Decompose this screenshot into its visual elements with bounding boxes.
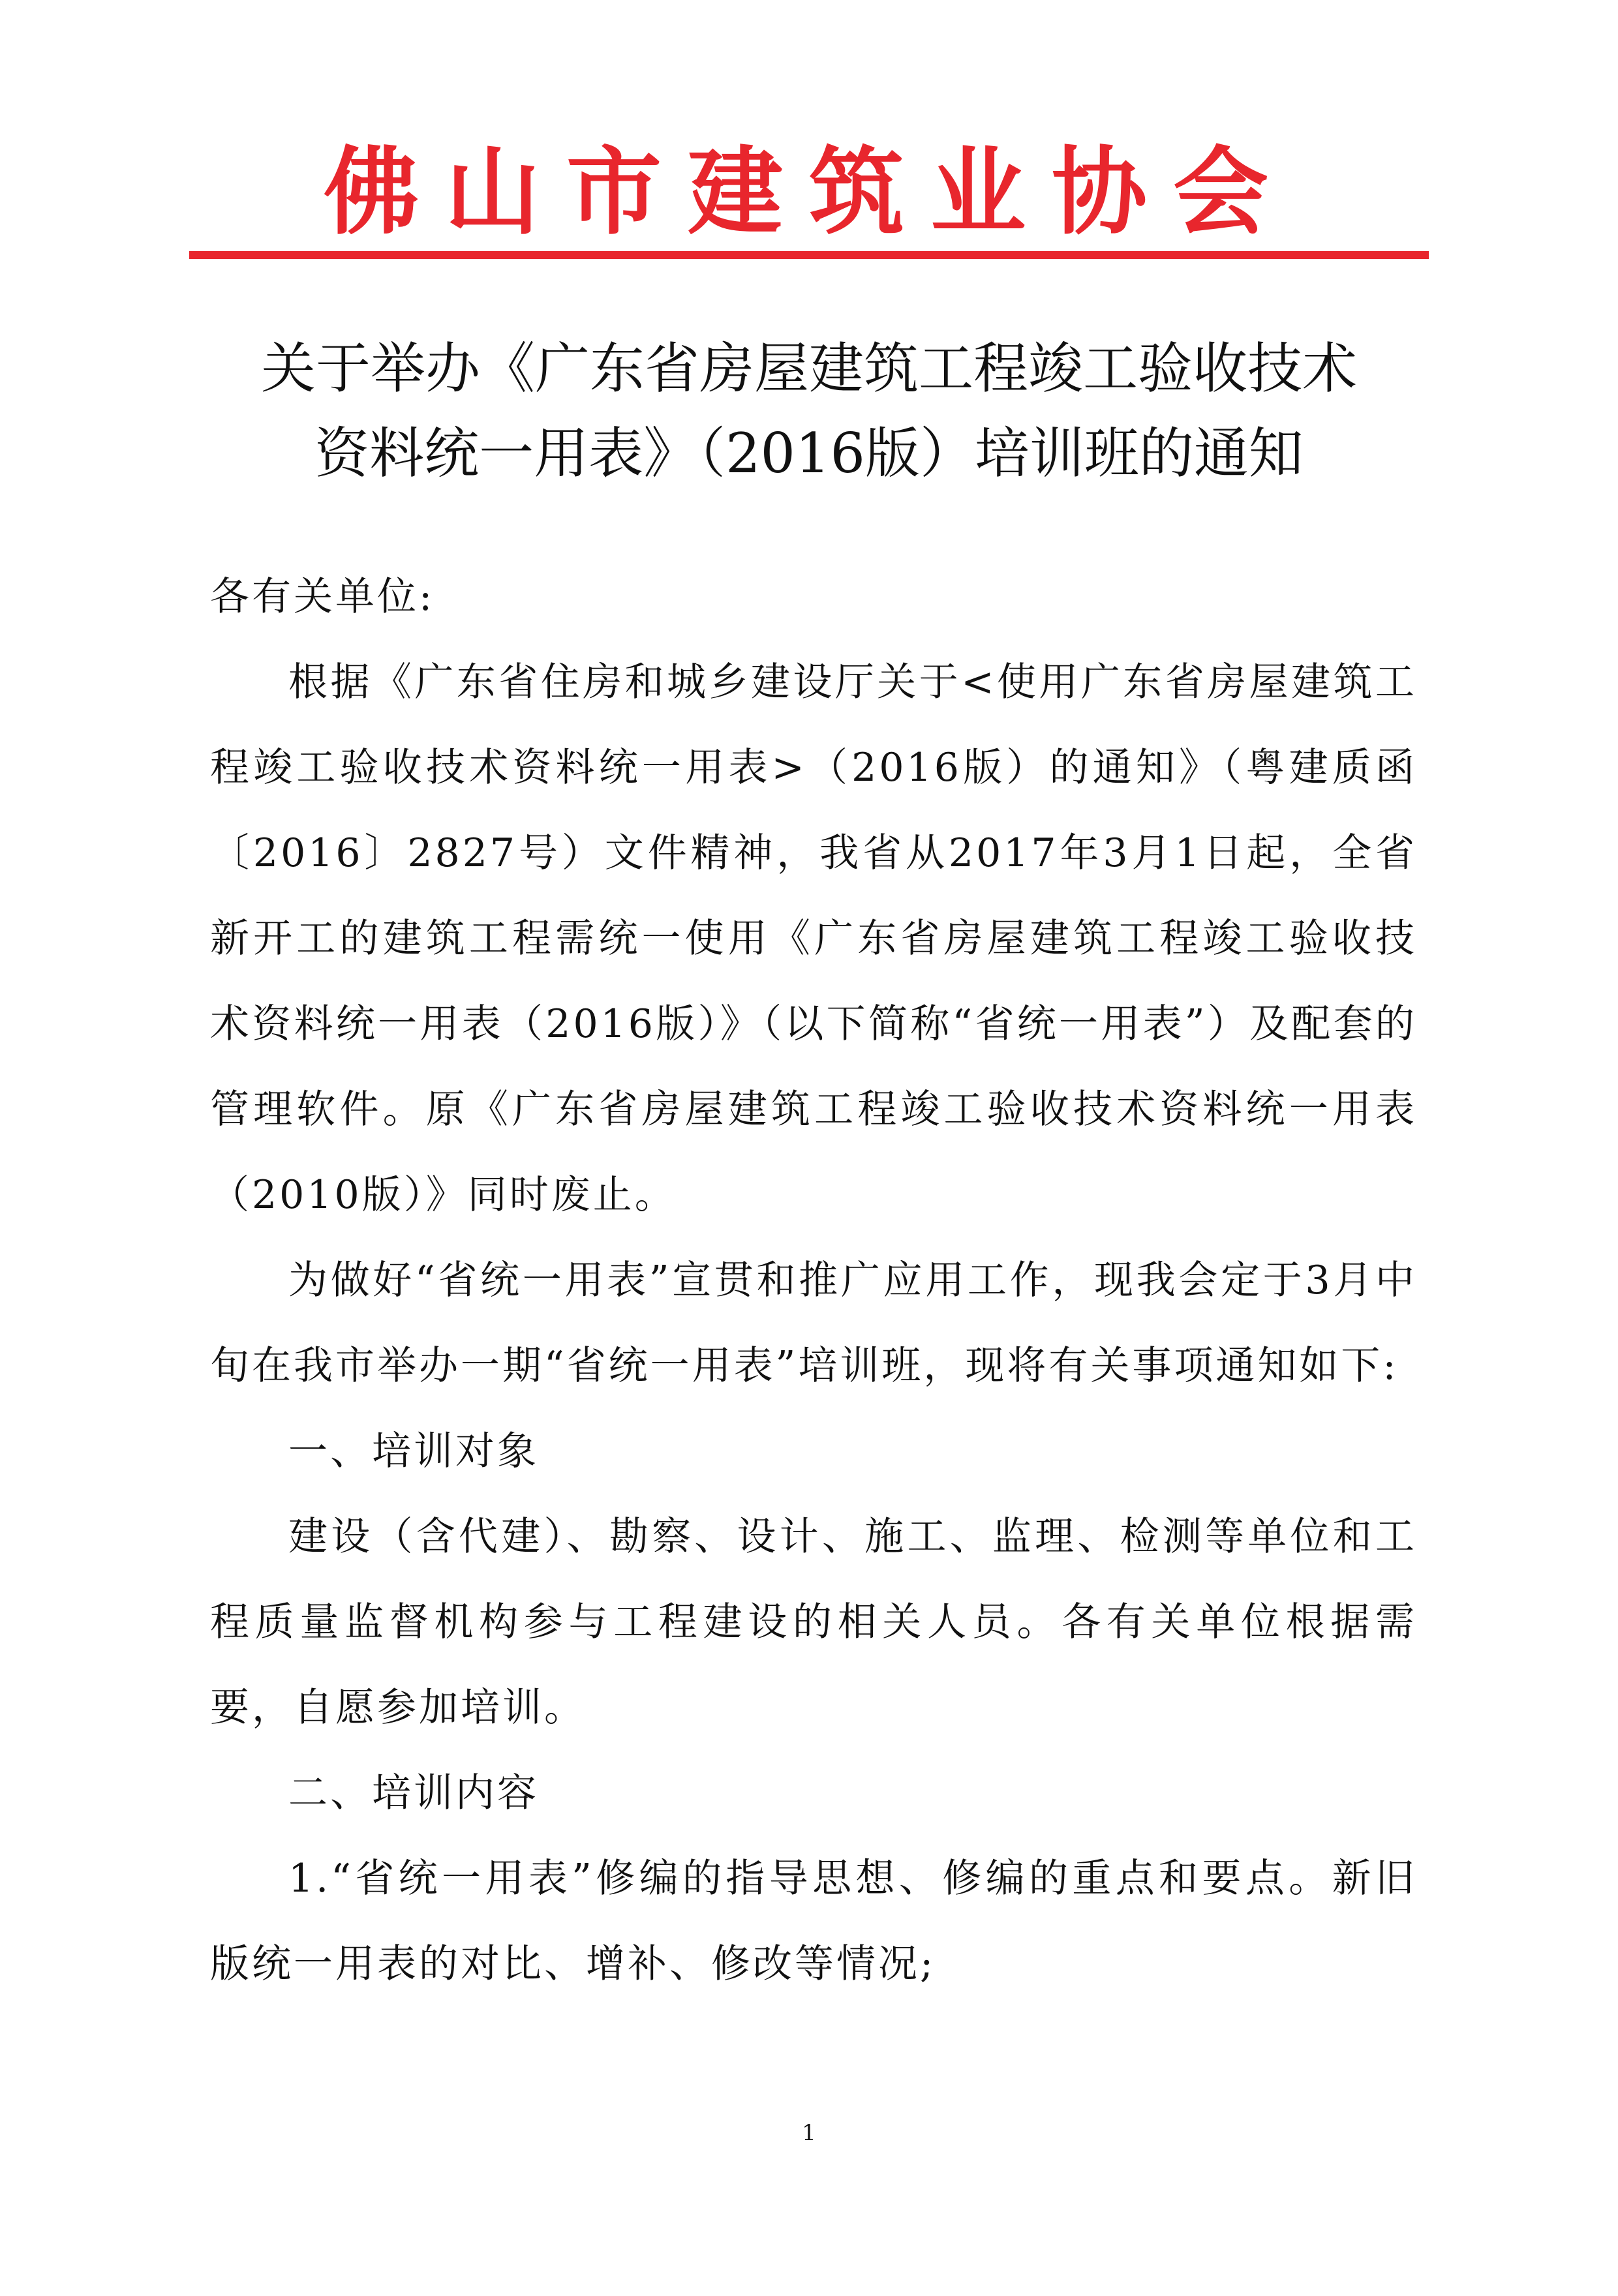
paragraph-2: 为做好“省统一用表”宣贯和推广应用工作，现我会定于3月中旬在我市举办一期“省统一用表”培训班，现将有关事项通知如下: (210, 1258, 1417, 1389)
letterhead (189, 134, 1429, 264)
paragraph-1: 根据《广东省住房和城乡建设厅关于<使用广东省房屋建筑工程竣工验收技术资料统一用表>（2016版）的通知》（粤建质函〔2016〕2827号）文件精神，我省从2017年3月1日起，全省新开工的建筑工程需统一使用《广东省房屋建筑工程竣工验收技术资料统一用表（2016版）》（以下简称“省统一用表”）及配套的管理软件。原《广东省房屋建筑工程竣工验收技术资料统一用表（2010版）》同时废止。 (210, 659, 1417, 1218)
section-2-item-1: 1.“省统一用表”修编的指导思想、修编的重点和要点。新旧版统一用表的对比、增补、修改等情况; (210, 1856, 1417, 1987)
document-title-line-2: 资料统一用表》（2016版）培训班的通知 (314, 421, 1304, 485)
document-body (210, 554, 1417, 2007)
section-2-heading: 二、培训内容 (288, 1770, 539, 1816)
section-1-heading: 一、培训对象 (288, 1428, 539, 1474)
org-name: 佛山市建筑业协会 (324, 136, 1294, 248)
document-title (189, 326, 1429, 496)
salutation: 各有关单位: (210, 574, 435, 620)
letterhead-red-rule (189, 251, 1429, 259)
document-title-line-1: 关于举办《广东省房屋建筑工程竣工验收技术 (260, 337, 1357, 400)
section-1-text: 建设（含代建）、勘察、设计、施工、监理、检测等单位和工程质量监督机构参与工程建设的相关人员。各有关单位根据需要，自愿参加培训。 (210, 1514, 1417, 1730)
page-number: 1 (802, 2120, 816, 2146)
